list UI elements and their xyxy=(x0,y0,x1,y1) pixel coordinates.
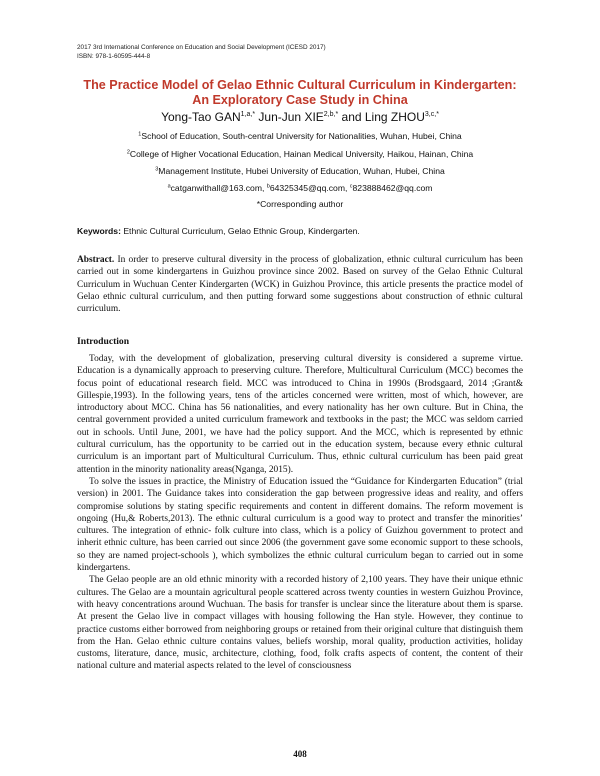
conference-header xyxy=(77,43,326,61)
affiliation-2-text: College of Higher Vocational Education, Hainan Medical University, Haikou, Hainan, China xyxy=(129,149,474,159)
email-b: 64325345@qq.com, xyxy=(269,183,350,193)
keywords-text: Ethnic Cultural Curriculum, Gelao Ethnic Group, Kindergarten. xyxy=(120,226,360,236)
page-number: 408 xyxy=(293,749,307,759)
introduction-body xyxy=(77,353,523,673)
affiliation-1-text: School of Education, South-central University for Nationalities, Wuhan, Hubei, China xyxy=(141,131,462,141)
keywords-label: Keywords: xyxy=(77,226,121,236)
abstract xyxy=(77,254,523,315)
affiliation-3-mark: 3 xyxy=(155,166,159,173)
author-2: Jun-Jun XIE xyxy=(255,110,324,124)
title-line-2: An Exploratory Case Study in China xyxy=(192,93,408,107)
corresponding-author: *Corresponding author xyxy=(256,199,344,209)
email-a-mark: a xyxy=(167,183,171,190)
author-3: and Ling ZHOU xyxy=(338,110,425,124)
author-1: Yong-Tao GAN xyxy=(161,110,241,124)
isbn: ISBN: 978-1-60595-444-8 xyxy=(77,53,151,60)
affiliation-3-text: Management Institute, Hubei University of Education, Wuhan, Hubei, China xyxy=(158,166,445,176)
email-b-mark: b xyxy=(266,183,270,190)
affiliation-1-mark: 1 xyxy=(138,131,142,138)
intro-paragraph-2: To solve the issues in practice, the Ministry of Education issued the “Guidance for Kindergarten Education” (trial version) in 2001. The Guidance takes into consideration the gap between progressive ideas and reality, and offers compromise solutions by stating specific requirements and content in different domains. The reform movement is ongoing (Hu,& Roberts,2013). The ethnic cultural curriculum is a good way to protect and transfer the minorities’ cultures. The integration of ethnic- folk culture into class, which is a policy of Guizhou government to protect and inherit ethnic culture, has been carried out since 2006 (the government gave some economic support to these schools, so they are named project-schools ), which symbolizes the ethnic cultural curriculum began to carried out in some kindergartens. xyxy=(77,476,523,574)
author-3-marks: 3,c,* xyxy=(424,111,439,118)
intro-paragraph-3: The Gelao people are an old ethnic minority with a recorded history of 2,100 years. They have their unique ethnic cultures. The Gelao are a mountain agricultural people scattered across twenty counties in western Guizhou Province, with heavy concentrations around Wuchuan. The basis for transfer is unclear since the literature about them is sparse. At present the Gelao live in compact villages with housing following the Han style. However, they continue to practice customs either borrowed from neighboring groups or retained from their original culture that distinguish them from the Han. Gelao ethnic culture contains values, beliefs worship, moral quality, production activities, holiday customs, literature, dance, music, architecture, clothing, food, folk crafts aspects of content, the content of their national culture and material aspects related to the level of consciousness xyxy=(77,575,523,672)
title-line-1: The Practice Model of Gelao Ethnic Cultural Curriculum in Kindergarten: xyxy=(83,78,517,92)
author-1-marks: 1,a,* xyxy=(240,111,256,118)
abstract-text: In order to preserve cultural diversity in the process of globalization, ethnic cultural curriculum has been carried out in some kindergartens in Guizhou province since 2002. Based on survey of the Gelao Ethnic Cultural Curriculum in Wuchuan Center Kindergarten (WCK) in Guizhou Province, this article presents the practice model of Gelao ethnic cultural curriculum, and then putting forward some suggestions about construction of ethnic cultural curriculum. xyxy=(77,255,523,315)
affiliation-3 xyxy=(60,166,540,177)
affiliation-1 xyxy=(60,131,540,142)
section-heading-introduction: Introduction xyxy=(77,336,130,347)
conference-name: 2017 3rd International Conference on Education and Social Development (ICESD 2017) xyxy=(77,44,326,51)
keywords xyxy=(77,226,360,237)
paper-title xyxy=(60,78,540,108)
email-line xyxy=(60,183,540,194)
affiliation-2 xyxy=(60,149,540,160)
abstract-label: Abstract. xyxy=(77,255,115,265)
author-2-marks: 2,b,* xyxy=(323,111,339,118)
author-list xyxy=(60,110,540,124)
affiliation-2-mark: 2 xyxy=(126,149,130,156)
email-a: catganwithall@163.com, xyxy=(170,183,267,193)
email-c: 823888462@qq.com xyxy=(352,183,433,193)
email-c-mark: c xyxy=(349,183,353,190)
intro-paragraph-1: Today, with the development of globalization, preserving cultural diversity is considered a supreme virtue. Education is a dynamically approach to preserving culture. Therefore, Multicultural Curriculum (MCC) becomes the focus point of educational research field. MCC was introduced to China in 1990s (Brodsgaard, 2014 ;Grant& Gillespie,1993). In the following years, tens of the articles concerned were written, most of which, however, are introductory about MCC. China has 56 nationalities, and every nationality has her own culture. But in China, the central government provided a united curriculum framework and textbooks in the past; the MCC was seldom carried out in schools. Until June, 2001, we have had the policy support. And the MCC, which is represented by ethnic cultural curriculum, has the opportunity to be carried out in the education system, because every ethnic cultural curriculum is an important part of Multicultural Curriculum. Thus, ethnic cultural curriculum has been paid great attention in the minority nationality areas(Nganga, 2015). xyxy=(77,354,523,475)
